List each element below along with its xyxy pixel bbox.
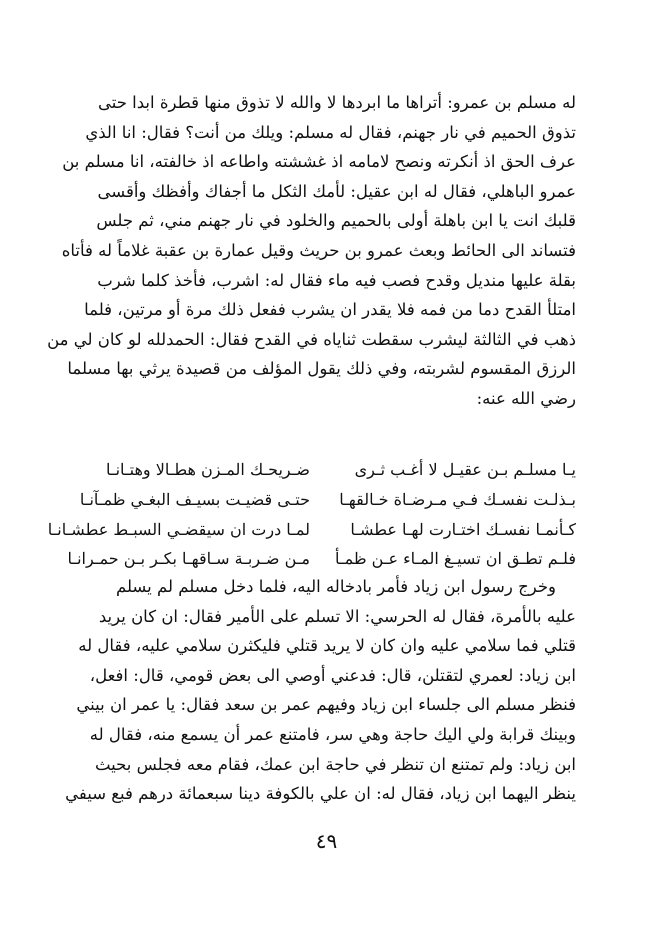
verse-second-hemistich: ضـريحـك المـزن هطـالا وهتـانـا [106, 460, 310, 479]
poem [47, 455, 576, 574]
text-line: وبينك قرابة ولي اليك حاجة وهي سر، فامتنع عمر أن يسمع منه، فقال له [89, 724, 576, 744]
paragraph-1 [47, 88, 576, 414]
text-line: عليه بالأمرة، فقال له الحرسي: الا تسلم على الأمير فقال: ان كان يريد [98, 606, 576, 626]
text-line: قتلي فما سلامي عليه وان كان لا يريد قتلي فليكثرن سلامي عليه، فقال له [78, 636, 576, 656]
text-line: عرف الحق اذ أنكرته ونصح لامامه اذ غششته واطاعه اذ خالفته، انا مسلم بن [62, 152, 576, 172]
verse-second-hemistich: حتـى قضيـت بسيـف البغـي ظمـآنـا [79, 489, 310, 509]
page-number: ٤٩ [315, 829, 338, 853]
text-line: ينظر اليهما ابن زياد، فقال له: ان علي بالكوفة دينا سبعمائة درهم فبع سيفي [65, 784, 576, 804]
text-line: عمرو الباهلي، فقال له ابن عقيل: لأمك الثكل ما أجفاك وأفظك وأقسى [97, 181, 576, 201]
poem-verse [47, 515, 576, 545]
text-line: له مسلم بن عمرو: أتراها ما ابردها لا والله لا تذوق منها قطرة ابدا حتى [98, 93, 576, 112]
poem-verse [78, 455, 576, 485]
verse-second-hemistich: لمـا درت ان سيقضـي السبـط عطشـانـا [47, 519, 310, 539]
text-line: فتساند الى الحائط وبعث عمرو بن حريث وقيل عمارة بن عقبة غلاماً له فأتاه [61, 240, 576, 260]
text-line: بقلة عليها منديل وقدح فصب فيه ماء فقال له: اشرب، فأخذ كلما شرب [97, 270, 576, 290]
poem-verse [67, 544, 576, 574]
poem-verse [78, 485, 576, 515]
text-line: رضي الله عنه: [476, 388, 576, 408]
text-line: الرزق المقسوم لشربته، وفي ذلك يقول المؤلف من قصيدة يرثي بها مسلما [67, 359, 576, 379]
text-line: امتلأ القدح دما من فمه فلا يقدر ان يشرب ففعل ذلك مرة أو مرتين، فلما [84, 300, 576, 320]
text-line: ذهب في الثالثة ليشرب سقطت ثناياه في القدح فقال: الحمدلله لو كان لي من [47, 329, 576, 349]
text-line: ابن زياد: ولم تمتنع ان تنظر في حاجة ابن عمك، فقام معه فجلس بحيث [94, 754, 576, 774]
verse-first-hemistich: يـا مسلـم بـن عقيـل لا أغـب ثـرى [354, 460, 576, 479]
paragraph-2 [65, 572, 576, 809]
verse-first-hemistich: فلـم تطـق ان تسيـغ المـاء عـن ظمـأ [335, 549, 576, 569]
text-line: وخرج رسول ابن زياد فأمر بادخاله اليه، فلما دخل مسلم لم يسلم [115, 577, 556, 596]
text-line: فنظر مسلم الى جلساء ابن زياد وفيهم عمر بن سعد فقال: يا عمر ان بيني [76, 695, 576, 715]
text-line: ابن زياد: لعمري لتقتلن، قال: فدعني أوصي الى بعض قومي، قال: افعل، [89, 665, 576, 685]
verse-second-hemistich: مـن ضـربـة سـاقهـا بكـر بـن حمـرانـا [67, 549, 310, 569]
text-line: تذوق الحميم في نار جهنم، فقال له مسلم: ويلك من أنت؟ فقال: انا الذي [85, 122, 576, 142]
verse-first-hemistich: كـأنمـا نفسـك اختـارت لهـا عطشـا [350, 519, 576, 539]
verse-first-hemistich: بـذلـت نفسـك فـي مـرضـاة خـالقهـا [339, 489, 576, 509]
text-line: قلبك انت يا ابن باهلة أولى بالحميم والخلود في نار جهنم مني، ثم جلس [96, 211, 576, 231]
